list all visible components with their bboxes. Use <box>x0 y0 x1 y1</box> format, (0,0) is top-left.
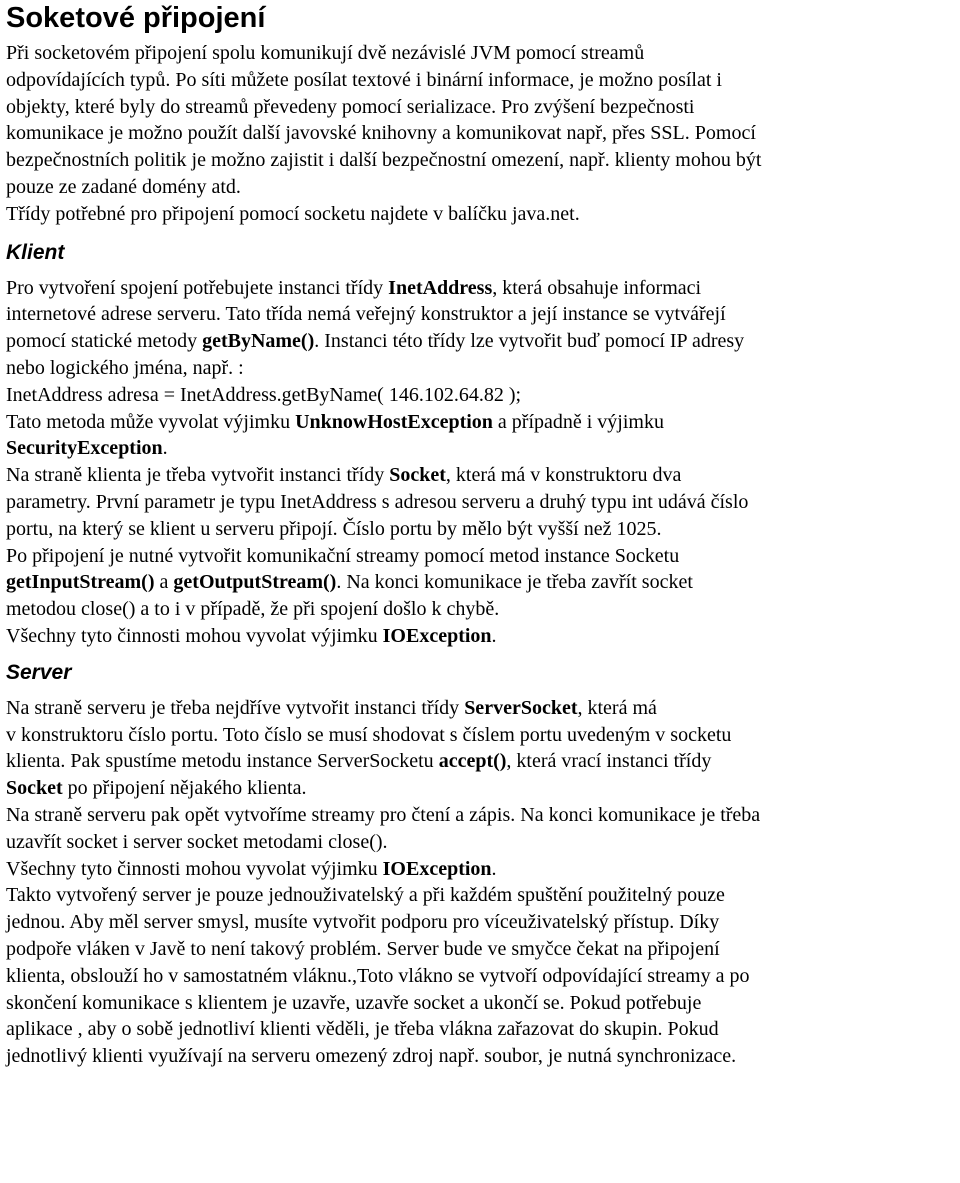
text-line: Na straně serveru je třeba nejdříve vytvořit instanci třídy ServerSocket, která má <box>6 696 657 719</box>
text-line: pouze ze zadané domény atd. <box>6 175 241 198</box>
text-line: Na straně serveru pak opět vytvoříme streamy pro čtení a zápis. Na konci komunikace je třeba <box>6 803 761 826</box>
method-getoutputstream: getOutputStream() <box>173 571 337 594</box>
text-line: Všechny tyto činnosti mohou vyvolat výjimku IOException. <box>6 857 497 880</box>
text-line: Tato metoda může vyvolat výjimku UnknowHostException a případně i výjimku <box>6 410 664 433</box>
text-line: jednou. Aby měl server smysl, musíte vytvořit podporu pro víceuživatelský přístup. Díky <box>6 911 720 934</box>
page-title: Soketové připojení <box>6 2 266 34</box>
intro-paragraph <box>6 40 956 228</box>
document-page <box>6 0 956 1070</box>
text-line: odpovídajících typů. Po síti můžete posílat textové i binární informace, je možno posílat i <box>6 68 722 91</box>
text-line: klienta. Pak spustíme metodu instance ServerSocketu accept(), která vrací instanci třídy <box>6 750 712 773</box>
section-heading-server: Server <box>6 660 72 684</box>
text-line: Všechny tyto činnosti mohou vyvolat výjimku IOException. <box>6 624 497 647</box>
exception-io: IOException <box>382 624 492 647</box>
text-line: uzavřít socket i server socket metodami close(). <box>6 830 388 853</box>
text-line: Takto vytvořený server je pouze jednouživatelský a při každém spuštění použitelný pouze <box>6 884 725 907</box>
text-line: internetové adrese serveru. Tato třída nemá veřejný konstruktor a její instance se vytvářejí <box>6 303 726 326</box>
text-line: parametry. První parametr je typu InetAddress s adresou serveru a druhý typu int udává číslo <box>6 490 749 513</box>
text-line: Třídy potřebné pro připojení pomocí socketu najdete v balíčku java.net. <box>6 202 580 225</box>
class-name-socket: Socket <box>6 777 63 800</box>
method-accept: accept() <box>438 750 507 773</box>
section-heading-client: Klient <box>6 240 65 264</box>
text-line: objekty, které byly do streamů převedeny pomocí serializace. Pro zvýšení bezpečnosti <box>6 95 695 118</box>
text-line: aplikace , aby o sobě jednotliví klienti věděli, je třeba vlákna zařazovat do skupin. Pokud <box>6 1018 719 1041</box>
exception-io: IOException <box>382 857 492 880</box>
server-section-text <box>6 695 956 1070</box>
class-name-inetaddress: InetAddress <box>388 276 493 299</box>
text-line: Na straně klienta je třeba vytvořit instanci třídy Socket, která má v konstruktoru dva <box>6 464 682 487</box>
text-line: klienta, obslouží ho v samostatném vláknu.,Toto vlákno se vytvoří odpovídající streamy a po <box>6 964 750 987</box>
text-line: Po připojení je nutné vytvořit komunikační streamy pomocí metod instance Socketu <box>6 544 680 567</box>
code-example-line: InetAddress adresa = InetAddress.getByName( 146.102.64.82 ); <box>6 383 522 406</box>
class-name-socket: Socket <box>389 464 446 487</box>
method-getinputstream: getInputStream() <box>6 571 155 594</box>
text-line: v konstruktoru číslo portu. Toto číslo se musí shodovat s číslem portu uvedeným v socketu <box>6 723 732 746</box>
text-line: bezpečnostních politik je možno zajistit i další bezpečnostní omezení, např. klienty mohou být <box>6 149 762 172</box>
text-line: Při socketovém připojení spolu komunikují dvě nezávislé JVM pomocí streamů <box>6 42 645 64</box>
exception-unknownhost: UnknowHostException <box>295 410 493 433</box>
text-line: podpoře vláken v Javě to není takový problém. Server bude ve smyčce čekat na připojení <box>6 937 720 960</box>
text-line: SecurityException. <box>6 437 168 460</box>
text-line: nebo logického jména, např. : <box>6 356 244 379</box>
text-line: pomocí statické metody getByName(). Instanci této třídy lze vytvořit buď pomocí IP adresy <box>6 330 745 353</box>
class-name-serversocket: ServerSocket <box>464 696 578 719</box>
text-line: Pro vytvoření spojení potřebujete instanci třídy InetAddress, která obsahuje informaci <box>6 276 702 299</box>
exception-security: SecurityException <box>6 437 163 460</box>
text-line: getInputStream() a getOutputStream(). Na konci komunikace je třeba zavřít socket <box>6 571 693 594</box>
text-line: metodou close() a to i v případě, že při spojení došlo k chybě. <box>6 598 500 621</box>
text-line: komunikace je možno použít další javovské knihovny a komunikovat např, přes SSL. Pomocí <box>6 122 756 145</box>
text-line: jednotlivý klienti využívají na serveru omezený zdroj např. soubor, je nutná synchronizace. <box>6 1045 737 1068</box>
text-line: skončení komunikace s klientem je uzavře, uzavře socket a ukončí se. Pokud potřebuje <box>6 991 702 1014</box>
client-section-text <box>6 275 956 650</box>
text-line: portu, na který se klient u serveru připojí. Číslo portu by mělo být vyšší než 1025. <box>6 517 662 540</box>
text-line: Socket po připojení nějakého klienta. <box>6 777 307 800</box>
method-getbyname: getByName() <box>202 330 315 353</box>
